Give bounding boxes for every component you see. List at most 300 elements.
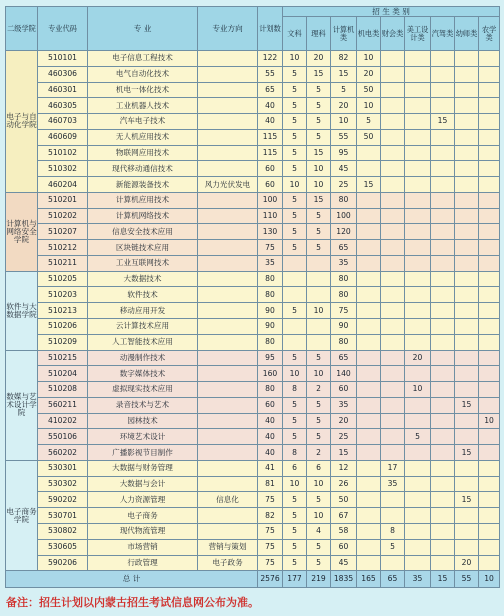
category-count — [431, 255, 455, 271]
category-count — [431, 460, 455, 476]
table-row — [6, 66, 500, 82]
plan-count: 80 — [258, 334, 283, 350]
category-count: 10 — [283, 51, 307, 67]
header-category: 机电类 — [357, 17, 381, 51]
category-count — [357, 366, 381, 382]
category-count — [405, 255, 431, 271]
category-count — [479, 224, 500, 240]
major-code: 460306 — [38, 66, 88, 82]
category-count — [405, 523, 431, 539]
category-count — [479, 350, 500, 366]
total-plan: 2576 — [258, 571, 283, 588]
major-direction — [198, 208, 258, 224]
category-count: 10 — [307, 476, 331, 492]
header-category: 文科 — [283, 17, 307, 51]
category-count — [405, 539, 431, 555]
category-count — [381, 192, 405, 208]
college-name: 电子与自动化学院 — [6, 51, 38, 193]
table-row — [6, 51, 500, 67]
category-count — [479, 161, 500, 177]
category-count — [405, 129, 431, 145]
plan-count: 75 — [258, 555, 283, 571]
category-count: 15 — [307, 66, 331, 82]
category-count — [431, 476, 455, 492]
category-count: 5 — [307, 98, 331, 114]
plan-count: 82 — [258, 508, 283, 524]
category-count: 10 — [357, 51, 381, 67]
category-count — [455, 224, 479, 240]
category-count: 50 — [331, 492, 357, 508]
major-name: 移动应用开发 — [88, 303, 198, 319]
table-row — [6, 255, 500, 271]
category-count: 5 — [283, 224, 307, 240]
category-count — [431, 192, 455, 208]
major-code: 410202 — [38, 413, 88, 429]
category-count — [357, 255, 381, 271]
major-direction — [198, 382, 258, 398]
plan-count: 60 — [258, 177, 283, 193]
category-count: 100 — [331, 208, 357, 224]
category-count: 25 — [331, 177, 357, 193]
category-count — [357, 555, 381, 571]
major-code: 590206 — [38, 555, 88, 571]
category-count — [431, 287, 455, 303]
category-count — [381, 350, 405, 366]
category-count — [479, 523, 500, 539]
category-count: 58 — [331, 523, 357, 539]
plan-count: 60 — [258, 397, 283, 413]
table-row — [6, 476, 500, 492]
table-row — [6, 334, 500, 350]
category-count — [479, 319, 500, 335]
major-name: 软件技术 — [88, 287, 198, 303]
category-count — [431, 397, 455, 413]
major-direction: 电子政务 — [198, 555, 258, 571]
table-row — [6, 508, 500, 524]
category-count — [381, 555, 405, 571]
category-count — [405, 145, 431, 161]
category-count — [405, 82, 431, 98]
category-count — [431, 382, 455, 398]
category-count: 5 — [283, 350, 307, 366]
category-count — [479, 555, 500, 571]
category-count — [455, 539, 479, 555]
category-count: 10 — [283, 366, 307, 382]
category-count — [479, 51, 500, 67]
category-count: 20 — [331, 98, 357, 114]
major-name: 广播影视节目制作 — [88, 445, 198, 461]
category-count — [357, 460, 381, 476]
major-code: 530302 — [38, 476, 88, 492]
category-count: 5 — [405, 429, 431, 445]
plan-count: 122 — [258, 51, 283, 67]
major-code: 510101 — [38, 51, 88, 67]
major-code: 460204 — [38, 177, 88, 193]
category-count — [479, 66, 500, 82]
major-code: 510207 — [38, 224, 88, 240]
category-count: 10 — [331, 114, 357, 130]
major-direction — [198, 460, 258, 476]
category-count — [283, 334, 307, 350]
header-category: 财会类 — [381, 17, 405, 51]
major-code: 510102 — [38, 145, 88, 161]
category-count: 15 — [455, 445, 479, 461]
table-row — [6, 192, 500, 208]
category-count — [455, 82, 479, 98]
major-code: 460609 — [38, 129, 88, 145]
category-count: 5 — [307, 555, 331, 571]
category-count — [357, 319, 381, 335]
major-code: 510206 — [38, 319, 88, 335]
category-count — [455, 523, 479, 539]
table-row — [6, 129, 500, 145]
category-count — [479, 82, 500, 98]
table-row — [6, 555, 500, 571]
category-count — [405, 51, 431, 67]
major-direction — [198, 224, 258, 240]
category-count — [479, 129, 500, 145]
category-count: 67 — [331, 508, 357, 524]
major-name: 园林技术 — [88, 413, 198, 429]
category-count: 15 — [431, 114, 455, 130]
major-name: 区块链技术应用 — [88, 240, 198, 256]
college-name: 软件与大数据学院 — [6, 271, 38, 350]
category-count: 2 — [307, 382, 331, 398]
category-count: 75 — [331, 303, 357, 319]
category-count — [479, 145, 500, 161]
table-header — [6, 7, 500, 51]
category-count — [381, 224, 405, 240]
category-count — [381, 208, 405, 224]
plan-count: 60 — [258, 161, 283, 177]
category-count: 15 — [331, 66, 357, 82]
category-count — [431, 429, 455, 445]
category-count — [405, 445, 431, 461]
category-count — [357, 539, 381, 555]
major-code: 510201 — [38, 192, 88, 208]
category-count: 5 — [283, 208, 307, 224]
category-count: 5 — [283, 539, 307, 555]
category-count — [357, 334, 381, 350]
category-count — [431, 98, 455, 114]
category-count — [455, 460, 479, 476]
category-count — [405, 555, 431, 571]
category-count — [405, 177, 431, 193]
category-count — [357, 445, 381, 461]
category-count: 20 — [357, 66, 381, 82]
category-count — [455, 145, 479, 161]
category-count — [283, 271, 307, 287]
category-count — [431, 129, 455, 145]
category-count — [431, 492, 455, 508]
category-count: 5 — [331, 82, 357, 98]
category-count — [357, 287, 381, 303]
category-count — [455, 66, 479, 82]
major-direction — [198, 255, 258, 271]
category-count: 5 — [283, 98, 307, 114]
category-count — [307, 255, 331, 271]
category-count: 5 — [283, 523, 307, 539]
table-row — [6, 397, 500, 413]
category-count — [357, 350, 381, 366]
major-direction — [198, 66, 258, 82]
category-count — [455, 319, 479, 335]
category-count — [479, 303, 500, 319]
header-category: 理科 — [307, 17, 331, 51]
total-category-count: 1835 — [331, 571, 357, 588]
table-row — [6, 539, 500, 555]
category-count — [431, 303, 455, 319]
category-count — [357, 397, 381, 413]
category-count — [357, 240, 381, 256]
major-direction — [198, 98, 258, 114]
header-category: 美工设计类 — [405, 17, 431, 51]
category-count: 10 — [479, 413, 500, 429]
category-count — [405, 66, 431, 82]
category-count — [307, 287, 331, 303]
category-count — [381, 66, 405, 82]
category-count — [405, 114, 431, 130]
table-row — [6, 177, 500, 193]
category-count — [455, 366, 479, 382]
category-count — [381, 429, 405, 445]
category-count — [455, 350, 479, 366]
table-row — [6, 445, 500, 461]
plan-count: 40 — [258, 413, 283, 429]
category-count — [381, 271, 405, 287]
category-count: 6 — [283, 460, 307, 476]
category-count — [455, 114, 479, 130]
major-direction — [198, 303, 258, 319]
category-count — [455, 271, 479, 287]
category-count — [431, 224, 455, 240]
table-row — [6, 523, 500, 539]
category-count: 8 — [283, 445, 307, 461]
category-count — [405, 366, 431, 382]
category-count: 10 — [307, 161, 331, 177]
category-count: 5 — [283, 429, 307, 445]
category-count — [357, 492, 381, 508]
plan-count: 90 — [258, 319, 283, 335]
major-direction — [198, 240, 258, 256]
major-code: 510213 — [38, 303, 88, 319]
category-count — [431, 145, 455, 161]
category-count — [405, 271, 431, 287]
major-name: 工业机器人技术 — [88, 98, 198, 114]
header-direction: 专业方向 — [198, 7, 258, 51]
category-count — [455, 129, 479, 145]
table-row — [6, 303, 500, 319]
category-count: 5 — [283, 303, 307, 319]
plan-count: 160 — [258, 366, 283, 382]
major-direction — [198, 287, 258, 303]
category-count: 5 — [307, 240, 331, 256]
category-count — [381, 334, 405, 350]
table-row — [6, 82, 500, 98]
category-count: 15 — [455, 492, 479, 508]
category-count: 90 — [331, 319, 357, 335]
total-category-count: 165 — [357, 571, 381, 588]
category-count: 10 — [283, 177, 307, 193]
category-count: 20 — [455, 555, 479, 571]
category-count: 20 — [331, 413, 357, 429]
plan-count: 75 — [258, 539, 283, 555]
category-count — [405, 240, 431, 256]
category-count — [357, 508, 381, 524]
category-count: 5 — [283, 145, 307, 161]
category-count — [405, 334, 431, 350]
major-name: 动漫制作技术 — [88, 350, 198, 366]
category-count — [405, 303, 431, 319]
category-count — [405, 224, 431, 240]
table-row — [6, 366, 500, 382]
category-count: 45 — [331, 161, 357, 177]
major-name: 工业互联网技术 — [88, 255, 198, 271]
category-count — [479, 255, 500, 271]
major-direction: 信息化 — [198, 492, 258, 508]
category-count: 15 — [307, 145, 331, 161]
major-direction — [198, 350, 258, 366]
category-count: 82 — [331, 51, 357, 67]
category-count: 8 — [283, 382, 307, 398]
category-count — [405, 508, 431, 524]
major-code: 560202 — [38, 445, 88, 461]
category-count — [357, 224, 381, 240]
total-category-count: 55 — [455, 571, 479, 588]
major-direction — [198, 334, 258, 350]
category-count — [455, 240, 479, 256]
major-code: 510212 — [38, 240, 88, 256]
category-count — [479, 539, 500, 555]
table-row — [6, 287, 500, 303]
category-count: 6 — [307, 460, 331, 476]
plan-count: 115 — [258, 129, 283, 145]
category-count: 35 — [331, 255, 357, 271]
category-count — [357, 382, 381, 398]
category-count — [381, 492, 405, 508]
category-count — [479, 492, 500, 508]
category-count — [405, 492, 431, 508]
category-count — [381, 240, 405, 256]
category-count — [283, 255, 307, 271]
category-count — [479, 334, 500, 350]
category-count: 5 — [307, 224, 331, 240]
table-row — [6, 492, 500, 508]
category-count — [431, 523, 455, 539]
category-count — [405, 397, 431, 413]
major-direction — [198, 413, 258, 429]
category-count — [431, 177, 455, 193]
category-count — [381, 366, 405, 382]
major-direction — [198, 161, 258, 177]
plan-count: 80 — [258, 287, 283, 303]
plan-count: 40 — [258, 445, 283, 461]
category-count — [381, 129, 405, 145]
category-count — [405, 98, 431, 114]
category-count: 35 — [331, 397, 357, 413]
major-code: 530301 — [38, 460, 88, 476]
major-name: 人工智能技术应用 — [88, 334, 198, 350]
major-code: 510203 — [38, 287, 88, 303]
major-code: 460703 — [38, 114, 88, 130]
major-name: 无人机应用技术 — [88, 129, 198, 145]
major-code: 510302 — [38, 161, 88, 177]
category-count: 4 — [307, 523, 331, 539]
category-count — [381, 161, 405, 177]
category-count: 95 — [331, 145, 357, 161]
major-direction — [198, 145, 258, 161]
category-count: 8 — [381, 523, 405, 539]
major-code: 510204 — [38, 366, 88, 382]
header-code: 专业代码 — [38, 7, 88, 51]
major-name: 大数据与会计 — [88, 476, 198, 492]
category-count — [381, 287, 405, 303]
major-code: 510215 — [38, 350, 88, 366]
category-count — [479, 460, 500, 476]
header-plan: 计划数 — [258, 7, 283, 51]
category-count — [381, 382, 405, 398]
category-count — [479, 192, 500, 208]
category-count: 5 — [283, 129, 307, 145]
plan-count: 40 — [258, 429, 283, 445]
category-count: 17 — [381, 460, 405, 476]
category-count — [431, 51, 455, 67]
category-count: 5 — [283, 413, 307, 429]
major-name: 现代物流管理 — [88, 523, 198, 539]
plan-count: 41 — [258, 460, 283, 476]
category-count — [431, 350, 455, 366]
table-row — [6, 271, 500, 287]
category-count: 5 — [307, 350, 331, 366]
category-count — [357, 523, 381, 539]
plan-count: 115 — [258, 145, 283, 161]
category-count — [479, 476, 500, 492]
category-count: 10 — [307, 508, 331, 524]
plan-count: 81 — [258, 476, 283, 492]
major-code: 510211 — [38, 255, 88, 271]
category-count: 5 — [283, 161, 307, 177]
category-count — [479, 366, 500, 382]
category-count — [455, 255, 479, 271]
header-category: 计算机类 — [331, 17, 357, 51]
major-code: 510209 — [38, 334, 88, 350]
category-count — [455, 413, 479, 429]
footnote: 备注：招生计划以内蒙古招生考试信息网公布为准。 — [6, 596, 259, 609]
category-count — [479, 177, 500, 193]
major-name: 汽车电子技术 — [88, 114, 198, 130]
major-code: 530605 — [38, 539, 88, 555]
plan-count: 65 — [258, 82, 283, 98]
category-count — [455, 51, 479, 67]
category-count — [357, 271, 381, 287]
category-count — [283, 287, 307, 303]
category-count: 5 — [283, 492, 307, 508]
category-count — [357, 476, 381, 492]
major-name: 物联网应用技术 — [88, 145, 198, 161]
category-count — [455, 287, 479, 303]
category-count: 10 — [307, 303, 331, 319]
major-name: 行政管理 — [88, 555, 198, 571]
category-count — [455, 334, 479, 350]
plan-count: 90 — [258, 303, 283, 319]
plan-count: 100 — [258, 192, 283, 208]
category-count — [357, 161, 381, 177]
major-code: 460305 — [38, 98, 88, 114]
category-count: 15 — [357, 177, 381, 193]
category-count: 60 — [331, 539, 357, 555]
major-name: 信息安全技术应用 — [88, 224, 198, 240]
category-count — [455, 192, 479, 208]
